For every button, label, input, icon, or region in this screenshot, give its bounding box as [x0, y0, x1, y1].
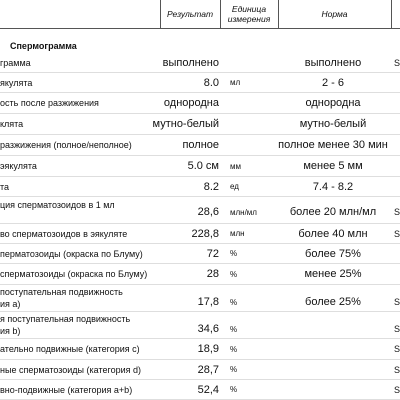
row-norm: более 75%	[305, 247, 361, 260]
row-result: полное	[182, 139, 219, 151]
table-row	[0, 285, 400, 312]
header-unit: Единица измерения	[227, 4, 271, 24]
row-flag	[394, 156, 400, 176]
row-unit: %	[230, 365, 238, 374]
row-name: ательно подвижные (категория с)	[0, 344, 140, 354]
table-row	[0, 380, 400, 400]
row-norm: выполнено	[304, 56, 362, 69]
row-name: ция сперматозоидов в 1 мл	[0, 200, 115, 210]
table-row	[0, 360, 400, 380]
row-norm: менее 25%	[304, 268, 362, 280]
row-flag: S	[394, 344, 400, 354]
row-norm: мутно-белый	[299, 118, 367, 130]
row-unit: млн	[230, 229, 245, 238]
row-norm: полное менее 30 мин	[278, 139, 388, 151]
header-result: Результат	[166, 9, 214, 19]
table-row	[0, 224, 400, 244]
row-name: та	[0, 181, 10, 192]
row-result: 228,8	[191, 227, 219, 240]
table-row	[0, 197, 400, 224]
row-unit: %	[230, 298, 238, 307]
row-norm	[283, 339, 383, 359]
row-flag: S	[394, 228, 400, 239]
row-unit: мм	[230, 161, 241, 171]
table-row	[0, 53, 400, 73]
row-result: 34,6	[197, 323, 219, 335]
row-unit: %	[230, 325, 238, 334]
row-norm	[283, 360, 383, 379]
row-name: ные сперматозоиды (категория d)	[0, 364, 141, 375]
row-norm: 7.4 - 8.2	[312, 180, 354, 193]
row-unit: %	[230, 269, 238, 279]
row-name: сперматозоиды (окраска по Блуму)	[0, 269, 148, 279]
row-norm: однородна	[305, 97, 361, 109]
row-unit	[230, 114, 280, 134]
row-flag: S	[394, 207, 400, 217]
row-result: 28	[206, 268, 219, 280]
row-flag	[394, 73, 400, 92]
row-unit: %	[230, 385, 238, 394]
header-norm: Норма	[321, 9, 348, 19]
table-row	[0, 114, 400, 135]
row-unit	[230, 53, 280, 72]
row-name: ость после разжижения	[0, 98, 99, 108]
row-flag	[394, 135, 400, 155]
row-result: 8.0	[203, 76, 219, 89]
row-unit: %	[230, 344, 238, 354]
row-flag	[394, 93, 400, 113]
row-flag: S	[394, 364, 400, 375]
row-name: якулята	[0, 77, 33, 88]
row-name: перматозоиды (окраска по Блуму)	[0, 248, 143, 259]
row-norm: более 20 млн/мл	[289, 206, 377, 218]
table-row	[0, 177, 400, 197]
row-flag: S	[394, 57, 400, 68]
row-result: выполнено	[162, 56, 219, 69]
table-row	[0, 135, 400, 156]
header-divider	[391, 0, 392, 28]
row-flag	[394, 177, 400, 196]
row-flag	[394, 264, 400, 284]
table-header	[0, 0, 400, 29]
row-name: разжижения (полное/неполное)	[0, 140, 132, 150]
table-row	[0, 156, 400, 177]
table-row	[0, 264, 400, 285]
row-norm: более 40 млн	[298, 227, 368, 240]
row-result: 18,9	[197, 343, 219, 355]
row-norm: менее 5 мм	[303, 160, 363, 172]
row-unit: мл	[230, 78, 241, 87]
row-name-line: ия а)	[0, 299, 21, 309]
row-result: 8.2	[203, 180, 219, 193]
row-norm	[283, 380, 383, 399]
row-name: эякулята	[0, 161, 37, 171]
table-row	[0, 312, 400, 339]
table-row	[0, 73, 400, 93]
row-flag: S	[394, 324, 400, 334]
row-norm: более 25%	[305, 296, 361, 308]
section-title: Спермограмма	[10, 41, 77, 51]
row-name: грамма	[0, 57, 31, 68]
row-norm: 2 - 6	[321, 76, 344, 89]
row-name: во сперматозоидов в эякуляте	[0, 228, 128, 239]
row-result: 28,6	[197, 206, 219, 218]
row-result: 52,4	[197, 383, 219, 396]
row-name: клята	[0, 119, 24, 129]
row-norm	[283, 312, 383, 338]
row-name: вно-подвижные (категория а+b)	[0, 384, 133, 395]
row-unit: ед	[230, 182, 239, 191]
row-result: мутно-белый	[152, 118, 219, 130]
row-name-line: ия b)	[0, 326, 21, 336]
row-result: 5.0 см	[187, 160, 219, 172]
table-row	[0, 244, 400, 264]
row-result: 28,7	[197, 363, 219, 376]
row-unit: млн/мл	[230, 208, 257, 217]
row-result: 72	[206, 247, 219, 260]
row-flag: S	[394, 297, 400, 307]
table-row	[0, 339, 400, 360]
row-flag: S	[394, 384, 400, 395]
row-result: 17,8	[197, 296, 219, 308]
row-flag	[394, 244, 400, 263]
row-flag	[394, 114, 400, 134]
table-row	[0, 93, 400, 114]
row-name-line: поступательная подвижность	[0, 287, 123, 297]
row-unit: %	[230, 249, 238, 258]
row-result: однородна	[163, 97, 219, 109]
row-name-line: я поступательная подвижность	[0, 314, 131, 324]
row-unit	[230, 93, 280, 113]
